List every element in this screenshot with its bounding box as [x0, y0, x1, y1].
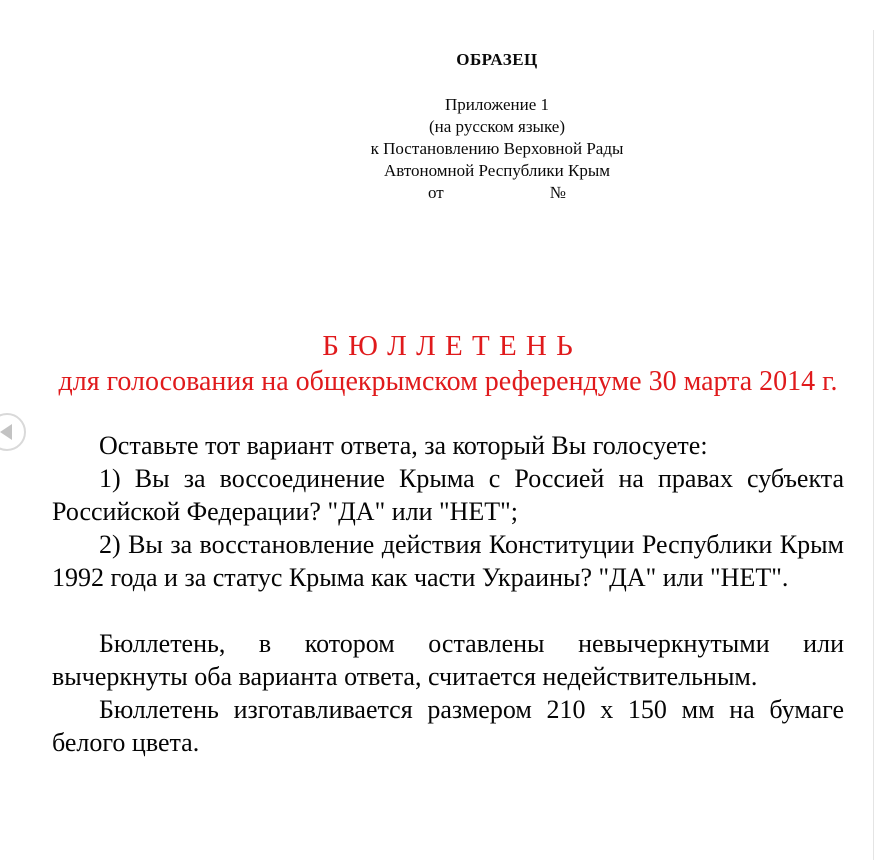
ballot-title: Б Ю Л Л Е Т Е Н Ь [322, 330, 574, 362]
annex-line: Автономной Республики Крым [383, 161, 611, 180]
body-paragraph: Бюллетень, в котором оставлены невычеркнутыми или вычеркнуты оба варианта ответа, считается недействительным. [52, 629, 844, 691]
body-paragraph: Оставьте тот вариант ответа, за который Вы голосуете: [99, 431, 708, 460]
ballot-body [52, 429, 844, 759]
annex-line: (на русском языке) [429, 117, 565, 136]
document-header [317, 50, 677, 204]
page-edge-divider [873, 30, 874, 860]
date-number-line [317, 182, 677, 204]
previous-page-button[interactable] [0, 413, 26, 451]
number-sign-label: № [549, 183, 566, 202]
ballot-subtitle: для голосования на общекрымском референдуме 30 марта 2014 г. [58, 366, 838, 397]
body-paragraph: 1) Вы за воссоединение Крыма с Россией на правах субъекта Российской Федерации? "ДА" или "НЕТ"; [52, 464, 844, 526]
from-label: от [428, 183, 444, 202]
annex-line: к Постановлению Верховной Рады [370, 139, 624, 158]
sample-watermark-label: ОБРАЗЕЦ [456, 50, 538, 69]
annex-line: Приложение 1 [445, 95, 549, 114]
arrow-left-icon [0, 424, 12, 440]
body-paragraph: 2) Вы за восстановление действия Конституции Республики Крым 1992 года и за статус Крыма как части Украины? "ДА" или "НЕТ". [52, 530, 844, 592]
body-paragraph: Бюллетень изготавливается размером 210 х 150 мм на бумаге белого цвета. [52, 695, 844, 757]
annex-reference-block [317, 94, 677, 204]
